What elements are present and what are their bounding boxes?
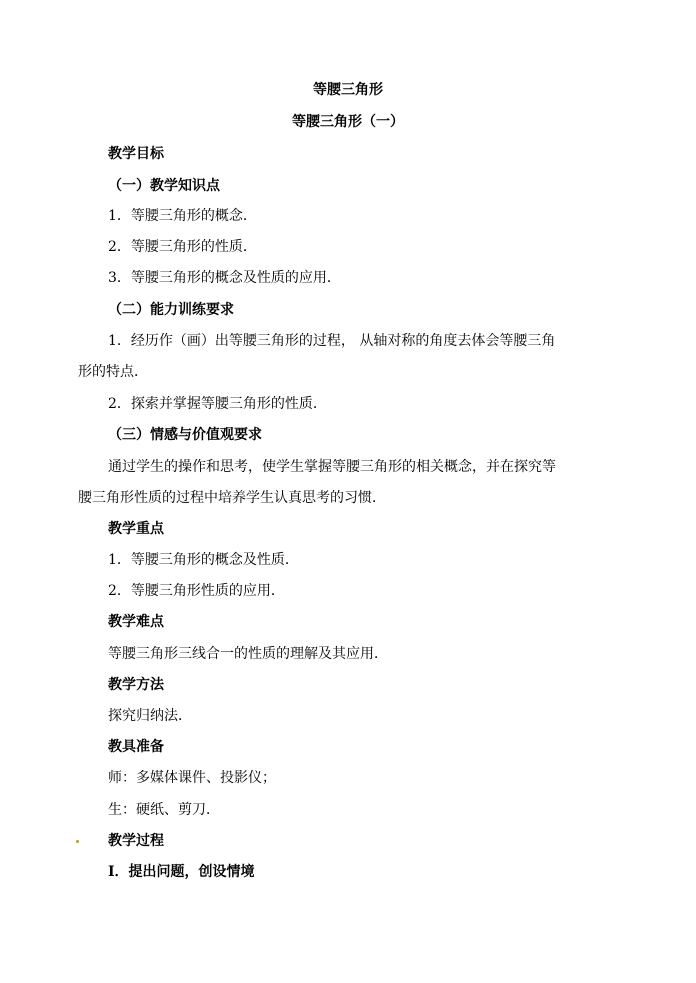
margin-dot (76, 840, 79, 843)
ability-heading: （二）能力训练要求 (108, 302, 234, 318)
key-points-heading: 教学重点 (108, 521, 164, 537)
ability-item: 2．探索并掌握等腰三角形的性质． (108, 396, 327, 412)
method-heading: 教学方法 (108, 677, 164, 693)
document-title: 等腰三角形 (313, 82, 383, 98)
key-points-item: 2．等腰三角形性质的应用． (108, 583, 285, 599)
process-heading: 教学过程 (108, 833, 164, 849)
key-points-item: 1．等腰三角形的概念及性质． (108, 552, 299, 568)
process-step-heading: Ⅰ．提出问题，创设情境 (108, 864, 255, 880)
ability-item: 1．经历作（画）出等腰三角形的过程， 从轴对称的角度去体会等腰三角 (108, 333, 556, 349)
document-subtitle: 等腰三角形（一） (292, 114, 404, 130)
knowledge-item: 2．等腰三角形的性质． (108, 239, 257, 255)
knowledge-item: 1．等腰三角形的概念． (108, 208, 257, 224)
difficulty-heading: 教学难点 (108, 614, 164, 630)
knowledge-item: 3．等腰三角形的概念及性质的应用． (108, 270, 341, 286)
method-text: 探究归纳法． (108, 708, 192, 724)
emotion-text-continued: 腰三角形性质的过程中培养学生认真思考的习惯． (78, 490, 386, 506)
tools-heading: 教具准备 (108, 739, 164, 755)
emotion-heading: （三）情感与价值观要求 (108, 427, 262, 443)
tools-item: 师：多媒体课件、投影仪； (108, 770, 276, 786)
ability-item-continued: 形的特点． (78, 364, 148, 380)
emotion-text: 通过学生的操作和思考，使学生掌握等腰三角形的相关概念，并在探究等 (108, 459, 556, 475)
knowledge-heading: （一）教学知识点 (108, 178, 220, 194)
tools-item: 生：硬纸、剪刀． (108, 802, 220, 818)
objectives-heading: 教学目标 (108, 146, 164, 162)
difficulty-text: 等腰三角形三线合一的性质的理解及其应用． (108, 646, 388, 662)
